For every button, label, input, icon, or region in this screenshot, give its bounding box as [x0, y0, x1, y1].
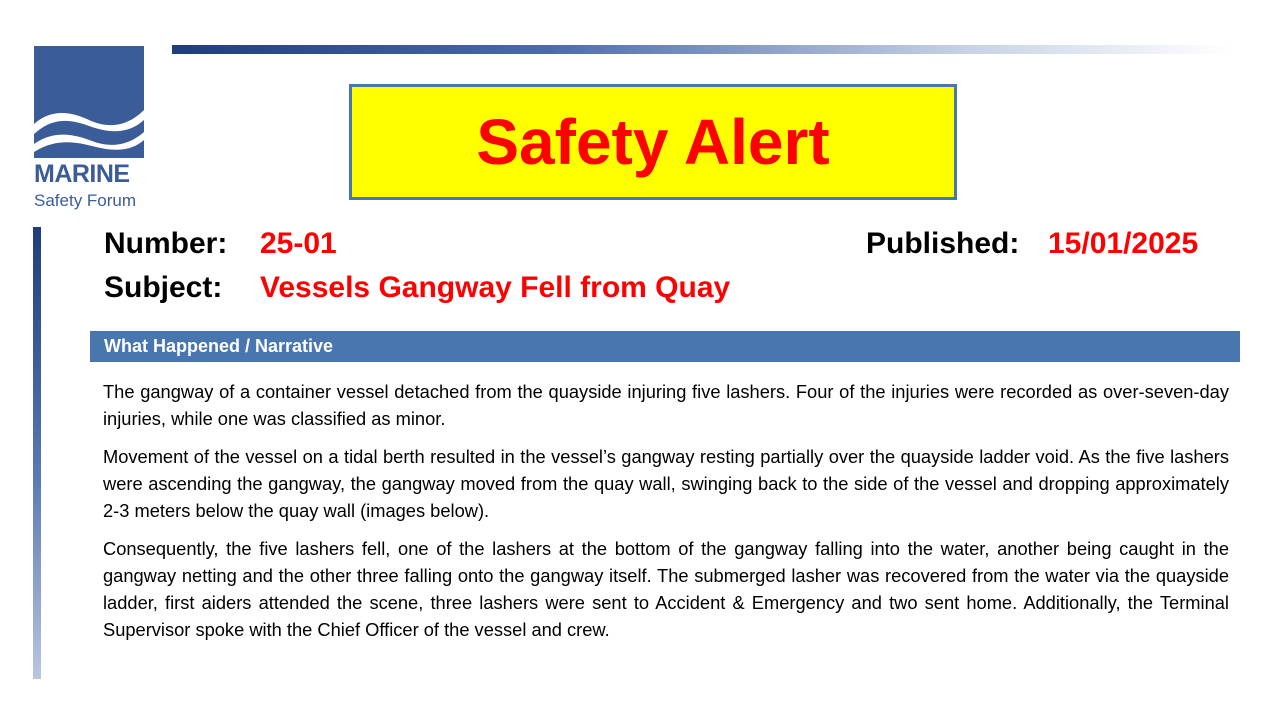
narrative-body [103, 378, 1229, 654]
safety-alert-banner [349, 84, 957, 200]
narrative-paragraph: The gangway of a container vessel detached from the quayside injuring five lashers. Four of the injuries were recorded as over-seven-day injuries, while one was classified as minor. [103, 381, 1229, 429]
section-header [90, 331, 1240, 362]
wave-emblem [34, 46, 144, 158]
marine-safety-forum-logo [34, 46, 146, 212]
narrative-paragraph: Consequently, the five lashers fell, one of the lashers at the bottom of the gangway falling into the water, another being caught in the gangway netting and the other three falling onto the gangway itself. The submerged lasher was recovered from the water via the quayside ladder, first aiders attended the scene, three lashers were sent to Accident & Emergency and two sent home. Additionally, the Terminal Supervisor spoke with the Chief Officer of the vessel and crew. [103, 538, 1229, 640]
number-label: Number: [104, 227, 228, 260]
left-accent-bar [33, 227, 41, 679]
published-date: 15/01/2025 [1048, 227, 1199, 260]
logo-subtitle: Safety Forum [34, 191, 137, 210]
wave-icon [34, 46, 144, 158]
banner-title: Safety Alert [476, 106, 830, 178]
published-label: Published: [866, 227, 1020, 260]
alert-number: 25-01 [260, 227, 337, 260]
subject-label: Subject: [104, 271, 223, 304]
header-divider [172, 45, 1232, 54]
subject-value: Vessels Gangway Fell from Quay [260, 271, 731, 304]
logo-name: MARINE [34, 160, 130, 188]
narrative-paragraph: Movement of the vessel on a tidal berth resulted in the vessel’s gangway resting partially over the quayside ladder void. As the five lashers were ascending the gangway, the gangway moved from the quay wall, swinging back to the side of the vessel and dropping approximately 2-3 meters below the quay wall (images below). [103, 446, 1229, 521]
section-title: What Happened / Narrative [104, 336, 334, 356]
